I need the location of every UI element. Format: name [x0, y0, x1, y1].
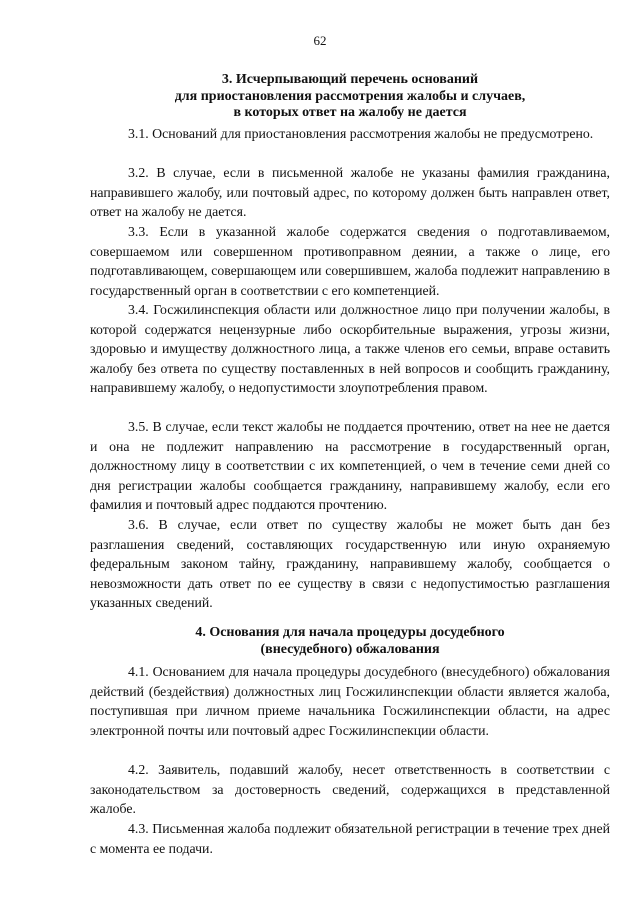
paragraph-3-4 — [90, 300, 610, 398]
paragraph-3-6 — [90, 515, 610, 613]
heading-line: 3. Исчерпывающий перечень оснований — [221, 72, 479, 87]
page-number: 62 — [313, 33, 327, 48]
section-4-heading — [90, 625, 610, 658]
paragraph-text: 3.4. Госжилинспекция области или должностное лицо при получении жалобы, в которой содержатся нецензурные либо оскорбительные выражения, угрозы жизни, здоровью и имуществу должностного лица, а также членов его семьи, вправе оставить жалобу без ответа по существу поставленных в ней вопросов и сообщить гражданину, направившему жалобу, о недопустимости злоупотребления правом. — [90, 302, 610, 395]
heading-line: в которых ответ на жалобу не дается — [233, 105, 467, 120]
paragraph-text: 3.1. Оснований для приостановления рассмотрения жалобы не предусмотрено. — [128, 126, 594, 141]
heading-line: 4. Основания для начала процедуры досудебного — [195, 625, 505, 640]
paragraph-3-5 — [90, 417, 610, 515]
paragraph-text: 4.3. Письменная жалоба подлежит обязательной регистрации в течение трех дней с момента ее подачи. — [90, 821, 610, 856]
section-3-heading — [90, 72, 610, 122]
paragraph-3-1 — [90, 124, 610, 144]
paragraph-4-2 — [90, 760, 610, 819]
paragraph-text: 3.6. В случае, если ответ по существу жалобы не может быть дан без разглашения сведений, составляющих государственную или иную охраняемую федеральным законом тайну, гражданину, направившему жалобу, сообщается о невозможности дать ответ по ее существу в связи с недопустимостью разглашения указанных сведений. — [90, 517, 610, 610]
heading-line: (внесудебного) обжалования — [260, 641, 440, 657]
paragraph-text: 3.3. Если в указанной жалобе содержатся сведения о подготавливаемом, совершаемом или совершенном противоправном деянии, а также о лице, его подготавливающем, совершающем или совершившем, жалоба подлежит направлению в государственный орган в соответствии с его компетенцией. — [90, 224, 610, 298]
paragraph-4-1 — [90, 662, 610, 740]
paragraph-3-2 — [90, 163, 610, 222]
paragraph-text: 4.2. Заявитель, подавший жалобу, несет ответственность в соответствии с законодательством за достоверность сведений, содержащихся в представленной жалобе. — [90, 762, 610, 816]
paragraph-4-3 — [90, 819, 610, 858]
paragraph-text: 3.5. В случае, если текст жалобы не поддается прочтению, ответ на нее не дается и она не подлежит направлению на рассмотрение в государственный орган, должностному лицу в соответствии с их компетенцией, о чем в течение семи дней со дня регистрации жалобы сообщается гражданину, направившему жалобу, если его фамилия и почтовый адрес поддаются прочтению. — [90, 419, 610, 512]
paragraph-3-3 — [90, 222, 610, 300]
paragraph-text: 4.1. Основанием для начала процедуры досудебного (внесудебного) обжалования действий (бездействия) должностных лиц Госжилинспекции области является жалоба, поступившая при личном приеме начальника Госжилинспекции области, на адрес электронной почты или почтовый адрес Госжилинспекции области. — [90, 664, 610, 738]
paragraph-text: 3.2. В случае, если в письменной жалобе не указаны фамилия гражданина, направившего жалобу, или почтовый адрес, по которому должен быть направлен ответ, ответ на жалобу не дается. — [90, 165, 610, 219]
heading-line: для приостановления рассмотрения жалобы и случаев, — [174, 88, 526, 104]
